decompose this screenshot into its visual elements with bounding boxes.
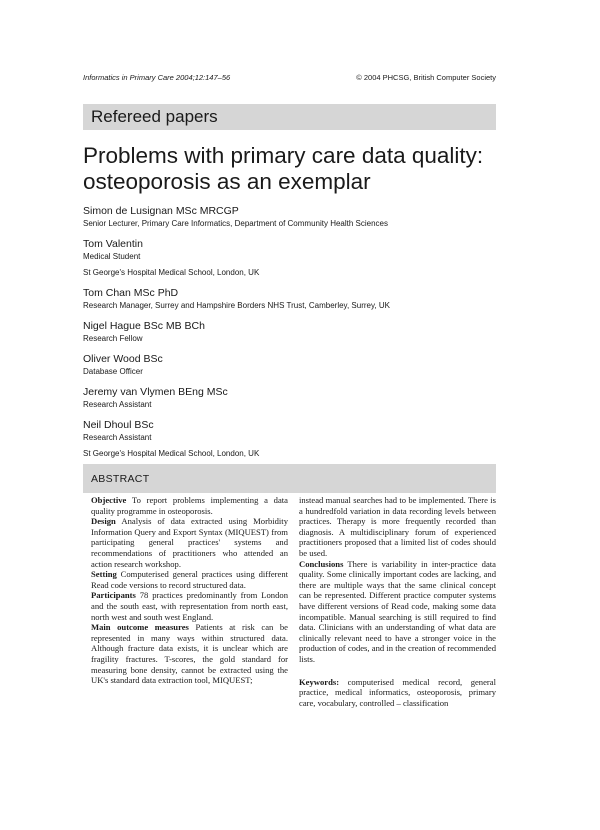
abstract-setting: Setting Computerised general practices using different Read code versions to record structured data. — [91, 569, 288, 590]
author-entry — [83, 320, 503, 344]
abstract-design: Design Analysis of data extracted using Morbidity Information Query and Export Syntax (MIQUEST) from participating general practices' systems and recommendations of practitioners who attended an action research workshop. — [91, 516, 288, 569]
author-role: Database Officer — [83, 367, 143, 376]
author-affiliation: St George's Hospital Medical School, London, UK — [83, 268, 260, 277]
author-role: Research Fellow — [83, 334, 143, 343]
author-name: Nigel Hague BSc MB BCh — [83, 320, 205, 332]
author-list — [83, 205, 503, 459]
author-role: Research Assistant — [83, 400, 152, 409]
abstract-participants: Participants 78 practices predominantly from London and the south east, with representation from north east, north west and south west England. — [91, 590, 288, 622]
author-affiliation: St George's Hospital Medical School, London, UK — [83, 449, 260, 458]
copyright-notice: © 2004 PHCSG, British Computer Society — [356, 73, 496, 82]
author-entry — [83, 419, 503, 459]
title-line-1: Problems with primary care data quality: — [83, 143, 484, 168]
author-entry — [83, 353, 503, 377]
author-name: Jeremy van Vlymen BEng MSc — [83, 386, 228, 398]
paper-title — [83, 143, 523, 195]
author-role: Senior Lecturer, Primary Care Informatics, Department of Community Health Sciences — [83, 219, 389, 228]
author-name: Simon de Lusignan MSc MRCGP — [83, 205, 239, 217]
abstract-objective: Objective To report problems implementing a data quality programme in osteoporosis. — [91, 495, 288, 516]
author-entry — [83, 205, 503, 229]
section-label: Refereed papers — [91, 107, 218, 126]
abstract-heading: ABSTRACT — [91, 473, 150, 485]
author-role: Research Assistant — [83, 433, 152, 442]
section-band — [83, 104, 496, 130]
abstract-left-column — [91, 495, 288, 686]
abstract-section — [83, 464, 496, 708]
author-role: Medical Student — [83, 252, 141, 261]
author-name: Neil Dhoul BSc — [83, 419, 154, 431]
author-role: Research Manager, Surrey and Hampshire Borders NHS Trust, Camberley, Surrey, UK — [83, 301, 390, 310]
journal-citation: Informatics in Primary Care 2004;12:147–56 — [83, 73, 231, 82]
author-name: Tom Chan MSc PhD — [83, 287, 179, 299]
author-name: Oliver Wood BSc — [83, 353, 163, 365]
abstract-conclusions: Conclusions There is variability in inter-practice data quality. Some clinically important codes are lacking, and there are multiple ways that the same clinical concept can be represented. Different practice computer systems have different versions of Read code, making some data incompatible. Manual searching is still required to find data. Clinicians with an understanding of what data are clinically relevant need to have a stronger voice in the production of codes, and in the creation of recommended lists. — [299, 558, 496, 664]
author-name: Tom Valentin — [83, 238, 143, 250]
author-entry — [83, 238, 503, 278]
abstract-header — [83, 464, 496, 493]
abstract-continuation: instead manual searches had to be implemented. There is a hundredfold variation in data recording levels between practices. Therapy is more frequently recorded than diagnosis. A multidisciplinary forum of experienced practitioners proposed that a limited list of codes should be used. — [299, 495, 496, 558]
author-entry — [83, 287, 503, 311]
title-line-2: osteoporosis as an exemplar — [83, 169, 371, 194]
author-entry — [83, 386, 503, 410]
abstract-main-outcome: Main outcome measures Patients at risk can be represented in many ways within structured data. Although fracture data exists, it is unclear which are fragility fractures. T-scores, the gold standard for measuring bone density, cannot be extracted using the UK's standard data extraction tool, MIQUEST; — [91, 622, 288, 686]
abstract-keywords: Keywords: computerised medical record, general practice, medical informatics, osteoporosis, primary care, vocabulary, controlled – classification — [299, 676, 496, 708]
abstract-right-column — [299, 495, 496, 708]
